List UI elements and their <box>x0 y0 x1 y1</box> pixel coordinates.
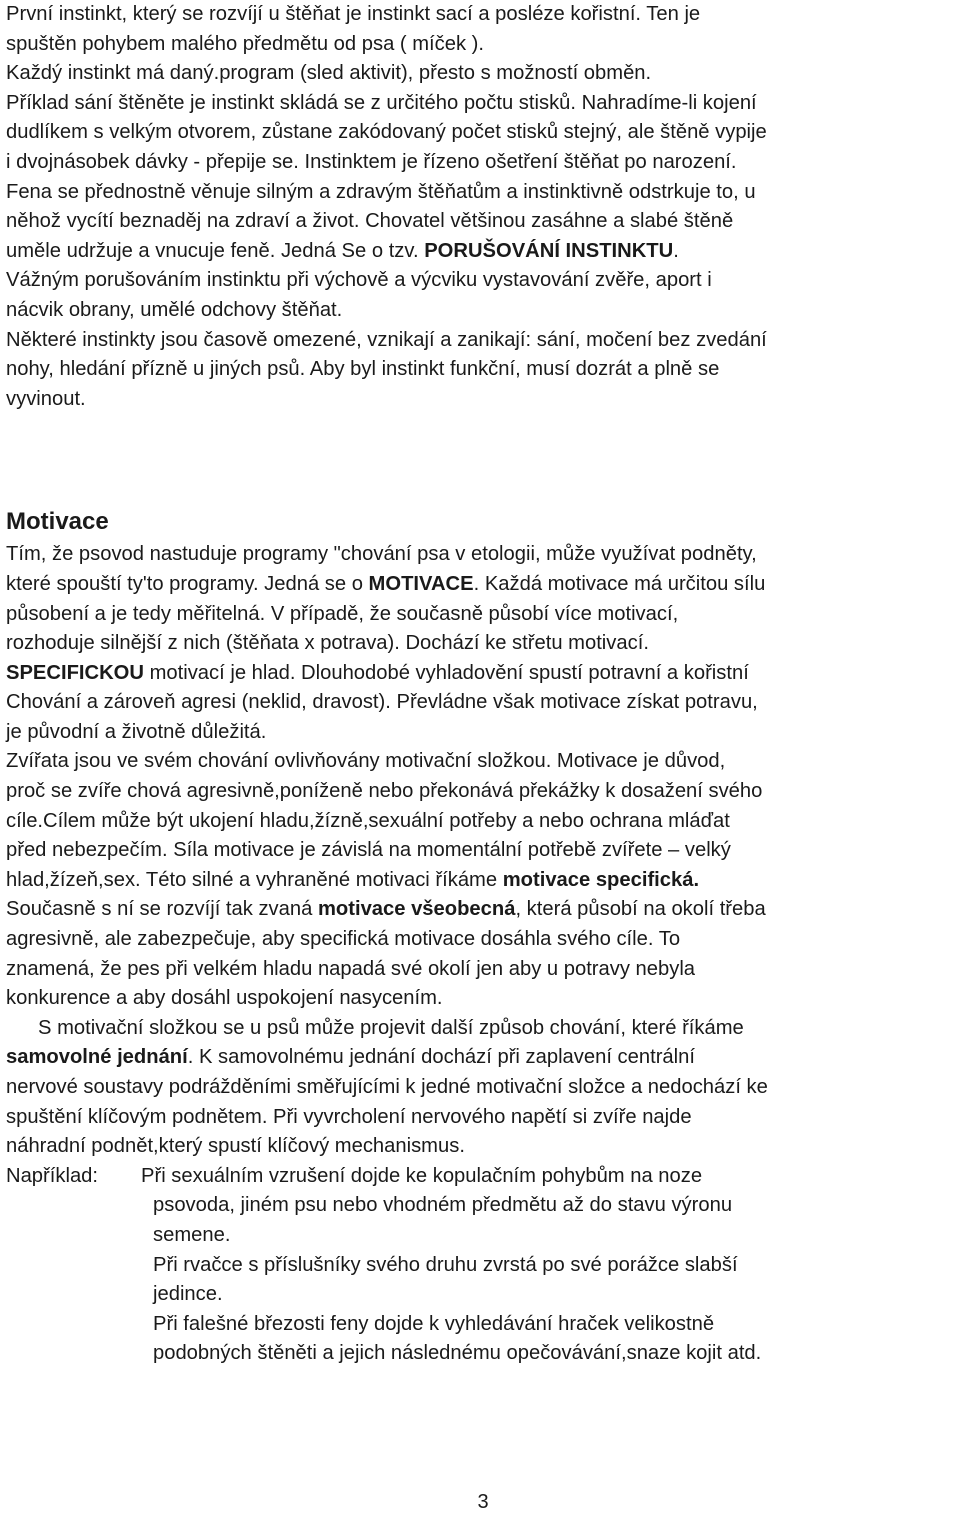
section-heading: Motivace <box>6 508 109 536</box>
text-line: spuštění klíčovým podnětem. Při vyvrcholení nervového napětí si zvíře najde <box>6 1105 692 1128</box>
text-line <box>6 570 958 600</box>
text-line: rozhoduje silnější z nich (štěňata x potrava). Dochází ke střetu motivací. <box>6 632 649 655</box>
document-page <box>6 0 958 1369</box>
text-line: nohy, hledání přízně u jiných psů. Aby byl instinkt funkční, musí dozrát a plně se <box>6 358 720 381</box>
intro-paragraph <box>6 0 958 414</box>
bold-term: PORUŠOVÁNÍ INSTINKTU <box>424 239 674 262</box>
text-line: i dvojnásobek dávky - přepije se. Instinktem je řízeno ošetření štěňat po narození. <box>6 150 737 173</box>
page-number: 3 <box>477 1491 489 1513</box>
text-span: Současně s ní se rozvíjí tak zvaná <box>6 898 318 921</box>
text-line: Při rvačce s příslušníky svého druhu zvrstá po své porážce slabší <box>153 1253 738 1276</box>
text-span: . Každá motivace má určitou sílu <box>473 572 766 595</box>
bold-term: motivace všeobecná <box>317 898 516 921</box>
text-line: psovoda, jiném psu nebo vhodném předmětu až do stavu výronu <box>153 1194 733 1217</box>
text-line <box>6 1162 958 1192</box>
bold-term: MOTIVACE <box>368 572 474 595</box>
text-line: konkurence a aby dosáhl uspokojení nasycením. <box>6 987 443 1010</box>
text-span: , která působí na okolí třeba <box>515 898 766 921</box>
text-line: proč se zvíře chová agresivně,poníženě nebo překonává překážky k dosažení svého <box>6 780 763 803</box>
text-span: které spouští ty'to programy. Jedná se o <box>6 572 369 595</box>
text-line: náhradní podnět,který spustí klíčový mechanismus. <box>6 1135 465 1158</box>
text-line: před nebezpečím. Síla motivace je závislá na momentální potřebě zvířete – velký <box>6 839 731 862</box>
section-spacer <box>6 414 958 503</box>
text-line: působení a je tedy měřitelná. V případě, že současně působí více motivací, <box>6 602 679 625</box>
motivace-section <box>6 504 958 1369</box>
bold-term: samovolné jednání <box>6 1046 188 1069</box>
text-line: Chování a zároveň agresi (neklid, dravost). Převládne však motivace získat potravu, <box>6 691 758 714</box>
text-line: cíle.Cílem může být ukojení hladu,žízně,sexuální potřeby a nebo ochrana mláďat <box>6 809 730 832</box>
example-block <box>6 1162 958 1369</box>
text-line: dudlíkem s velkým otvorem, zůstane zakódovaný počet stisků stejný, ale štěně vypije <box>6 121 767 144</box>
bold-term: motivace specifická. <box>502 868 700 891</box>
example-label: Například: <box>6 1164 99 1187</box>
text-span: . K samovolnému jednání dochází při zaplavení centrální <box>187 1046 695 1069</box>
text-line: jedince. <box>153 1283 223 1306</box>
text-line <box>6 1043 958 1073</box>
text-line: Zvířata jsou ve svém chování ovlivňovány motivační složkou. Motivace je důvod, <box>6 750 726 773</box>
text-line: Příklad sání štěněte je instinkt skládá se z určitého počtu stisků. Nahradíme-li kojení <box>6 91 757 114</box>
text-span: hlad,žízeň,sex. Této silné a vyhraněné motivaci říkáme <box>6 868 503 891</box>
text-span: uměle udržuje a vnucuje feně. Jedná Se o tzv. <box>6 239 425 262</box>
text-line: S motivační složkou se u psů může projevit další způsob chování, které říkáme <box>38 1016 744 1039</box>
text-line <box>6 866 958 896</box>
text-span: Při sexuálním vzrušení dojde ke kopulačním pohybům na noze <box>141 1164 703 1187</box>
text-line: Tím, že psovod nastuduje programy "chování psa v etologii, může využívat podněty, <box>6 543 757 566</box>
text-line: agresivně, ale zabezpečuje, aby specifická motivace dosáhla svého cíle. To <box>6 928 681 951</box>
text-line: něhož vycítí beznaděj na zdraví a život. Chovatel většinou zasáhne a slabé štěně <box>6 210 734 233</box>
text-line: vyvinout. <box>6 387 86 410</box>
text-line: znamená, že pes při velkém hladu napadá své okolí jen aby u potravy nebyla <box>6 957 696 980</box>
text-line <box>6 895 958 925</box>
text-line <box>6 237 958 267</box>
text-line: První instinkt, který se rozvíjí u štěňat je instinkt sací a posléze kořistní. Ten je <box>6 3 701 25</box>
text-line: spuštěn pohybem malého předmětu od psa ( míček ). <box>6 32 485 55</box>
text-line <box>6 659 958 689</box>
text-line: semene. <box>153 1223 231 1246</box>
text-span: . <box>673 239 679 262</box>
bold-term: SPECIFICKOU <box>6 661 144 684</box>
text-line: nácvik obrany, umělé odchovy štěňat. <box>6 298 343 321</box>
text-line: Každý instinkt má daný.program (sled aktivit), přesto s možností obměn. <box>6 62 652 85</box>
text-span: motivací je hlad. Dlouhodobé vyhladovění spustí potravní a kořistní <box>143 661 749 684</box>
text-line: Fena se přednostně věnuje silným a zdravým štěňatům a instinktivně odstrkuje to, u <box>6 180 756 203</box>
text-line: je původní a životně důležitá. <box>6 720 267 743</box>
text-line: nervové soustavy podrážděními směřujícími k jedné motivační složce a nedochází ke <box>6 1076 768 1098</box>
text-line: Vážným porušováním instinktu při výchově a výcviku vystavování zvěře, aport i <box>6 269 712 292</box>
text-line: Při falešné březosti feny dojde k vyhledávání hraček velikostně <box>153 1312 715 1335</box>
text-line: Některé instinkty jsou časově omezené, vznikají a zanikají: sání, močení bez zvedání <box>6 328 767 351</box>
text-line: podobných štěněti a jejich následnému opečovávání,snaze kojit atd. <box>153 1342 762 1365</box>
